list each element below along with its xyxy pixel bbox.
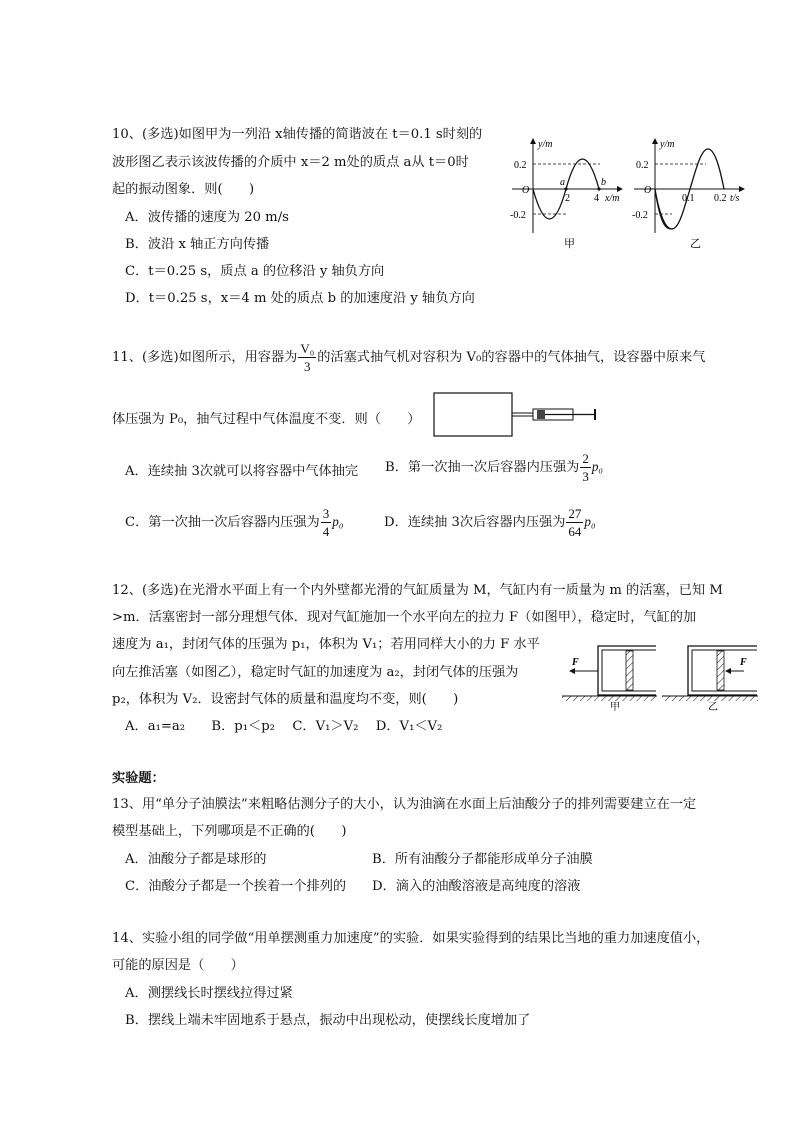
q10-option-d: D．t＝0.25 s，x＝4 m 处的质点 b 的加速度沿 y 轴负方向	[125, 291, 475, 306]
q12-line3: 速度为 a₁，封闭气体的压强为 p₁，体积为 V₁；若用同样大小的力 F 水平	[112, 637, 540, 652]
piston	[717, 651, 724, 690]
svg-text:b: b	[601, 177, 606, 188]
fig-caption-yi: 乙	[690, 238, 701, 250]
wave-figure-jia	[508, 133, 628, 253]
vibration-figure-yi	[628, 133, 752, 253]
svg-text:y/m: y/m	[660, 139, 675, 150]
cylinder-jia	[562, 646, 657, 711]
pump-piston	[537, 410, 545, 419]
svg-text:0.2: 0.2	[714, 193, 727, 204]
q11-option-a: A．连续抽 3次就可以将容器中气体抽完	[125, 464, 359, 479]
svg-text:4: 4	[594, 193, 599, 204]
q10-option-b: B．波沿 x 轴正方向传播	[125, 237, 270, 252]
q11-option-d: D．连续抽 3次后容器内压强为 $\frac{27}{64}$ p₀	[384, 506, 596, 539]
q12-line2: >m．活塞密封一部分理想气体．现对气缸施加一个水平向左的拉力 F（如图甲），稳定时，气缸的加	[112, 610, 697, 625]
svg-text:2: 2	[565, 193, 570, 204]
q13-line1: 13、用“单分子油膜法”来粗略估测分子的大小，认为油滴在水面上后油酸分子的排列需要建立在一定	[112, 797, 697, 812]
svg-text:F: F	[740, 657, 747, 668]
q12-line5: p₂，体积为 V₂．设密封气体的质量和温度均不变，则( )	[112, 692, 459, 707]
fig-caption-jia: 甲	[610, 702, 620, 711]
svg-text:O: O	[522, 185, 530, 196]
q10-line3: 起的振动图象．则( )	[112, 182, 255, 197]
q14-line2: 可能的原因是（ ）	[112, 958, 244, 973]
section-heading: 实验题：	[112, 771, 165, 786]
cylinder-yi	[662, 646, 758, 711]
fig-caption-yi: 乙	[708, 702, 718, 711]
q12-options: A．a₁=a₂ B．p₁＜p₂ C．V₁＞V₂ D．V₁＜V₂	[125, 719, 443, 734]
q13-option-c: C．油酸分子都是一个挨着一个排列的	[125, 879, 347, 894]
fig-caption-jia: 甲	[564, 238, 575, 250]
svg-text:a: a	[560, 177, 565, 188]
pump-figure	[433, 392, 605, 438]
q10-option-a: A．波传播的速度为 20 m/s	[125, 210, 289, 225]
q10-option-c: C．t＝0.25 s，质点 a 的位移沿 y 轴负方向	[125, 264, 385, 279]
q14-option-b: B．摆线上端未牢固地系于悬点，振动中出现松动，使摆线长度增加了	[125, 1013, 531, 1028]
q14-option-a: A．测摆线长时摆线拉得过紧	[125, 986, 293, 1001]
svg-text:-0.2: -0.2	[632, 210, 648, 221]
q11-option-c: C．第一次抽一次后容器内压强为 $\frac{3}{4}$ p₀	[125, 506, 344, 539]
cylinder-figures	[562, 641, 758, 711]
q13-line2: 模型基础上，下列哪项是不正确的( )	[112, 824, 347, 839]
svg-text:t/s: t/s	[730, 193, 740, 204]
q13-option-d: D．滴入的油酸溶液是高纯度的溶液	[372, 879, 581, 894]
q12-line4: 向左推活塞（如图乙），稳定时气缸的加速度为 a₂，封闭气体的压强为	[112, 665, 519, 680]
q14-line1: 14、实验小组的同学做“用单摆测重力加速度”的实验．如果实验得到的结果比当地的重力加速度值小，	[112, 931, 710, 946]
svg-text:F: F	[572, 657, 579, 668]
svg-text:-0.2: -0.2	[510, 210, 526, 221]
q10-line1: 10、(多选)如图甲为一列沿 x轴传播的简谐波在 t＝0.1 s时刻的	[112, 127, 483, 142]
svg-text:0.2: 0.2	[514, 160, 527, 171]
svg-text:x/m: x/m	[605, 193, 620, 204]
svg-text:y/m: y/m	[538, 139, 553, 150]
q11-option-b: B．第一次抽一次后容器内压强为 $\frac{2}{3}$ p₀	[385, 451, 604, 484]
svg-text:0.1: 0.1	[682, 193, 695, 204]
q11-line2: 体压强为 P₀，抽气过程中气体温度不变．则（ ）	[112, 412, 421, 427]
piston	[626, 651, 633, 690]
svg-text:0.2: 0.2	[636, 160, 649, 171]
q13-option-b: B．所有油酸分子都能形成单分子油膜	[372, 852, 593, 867]
gas-container	[434, 393, 512, 436]
q13-option-a: A．油酸分子都是球形的	[125, 852, 267, 867]
q10-line2: 波形图乙表示该波传播的介质中 x＝2 m处的质点 a从 t＝0时	[112, 155, 469, 170]
q12-line1: 12、(多选)在光滑水平面上有一个内外壁都光滑的气缸质量为 M，气缸内有一质量为 m 的活塞，已知 M	[112, 583, 723, 598]
q11-line1: 11、(多选)如图所示，用容器为 $\frac{\text{V₀}}{3}$ 的活塞式抽气机对容积为 V₀的容器中的气体抽气，设容器中原来气	[112, 341, 706, 374]
svg-text:O: O	[644, 185, 652, 196]
